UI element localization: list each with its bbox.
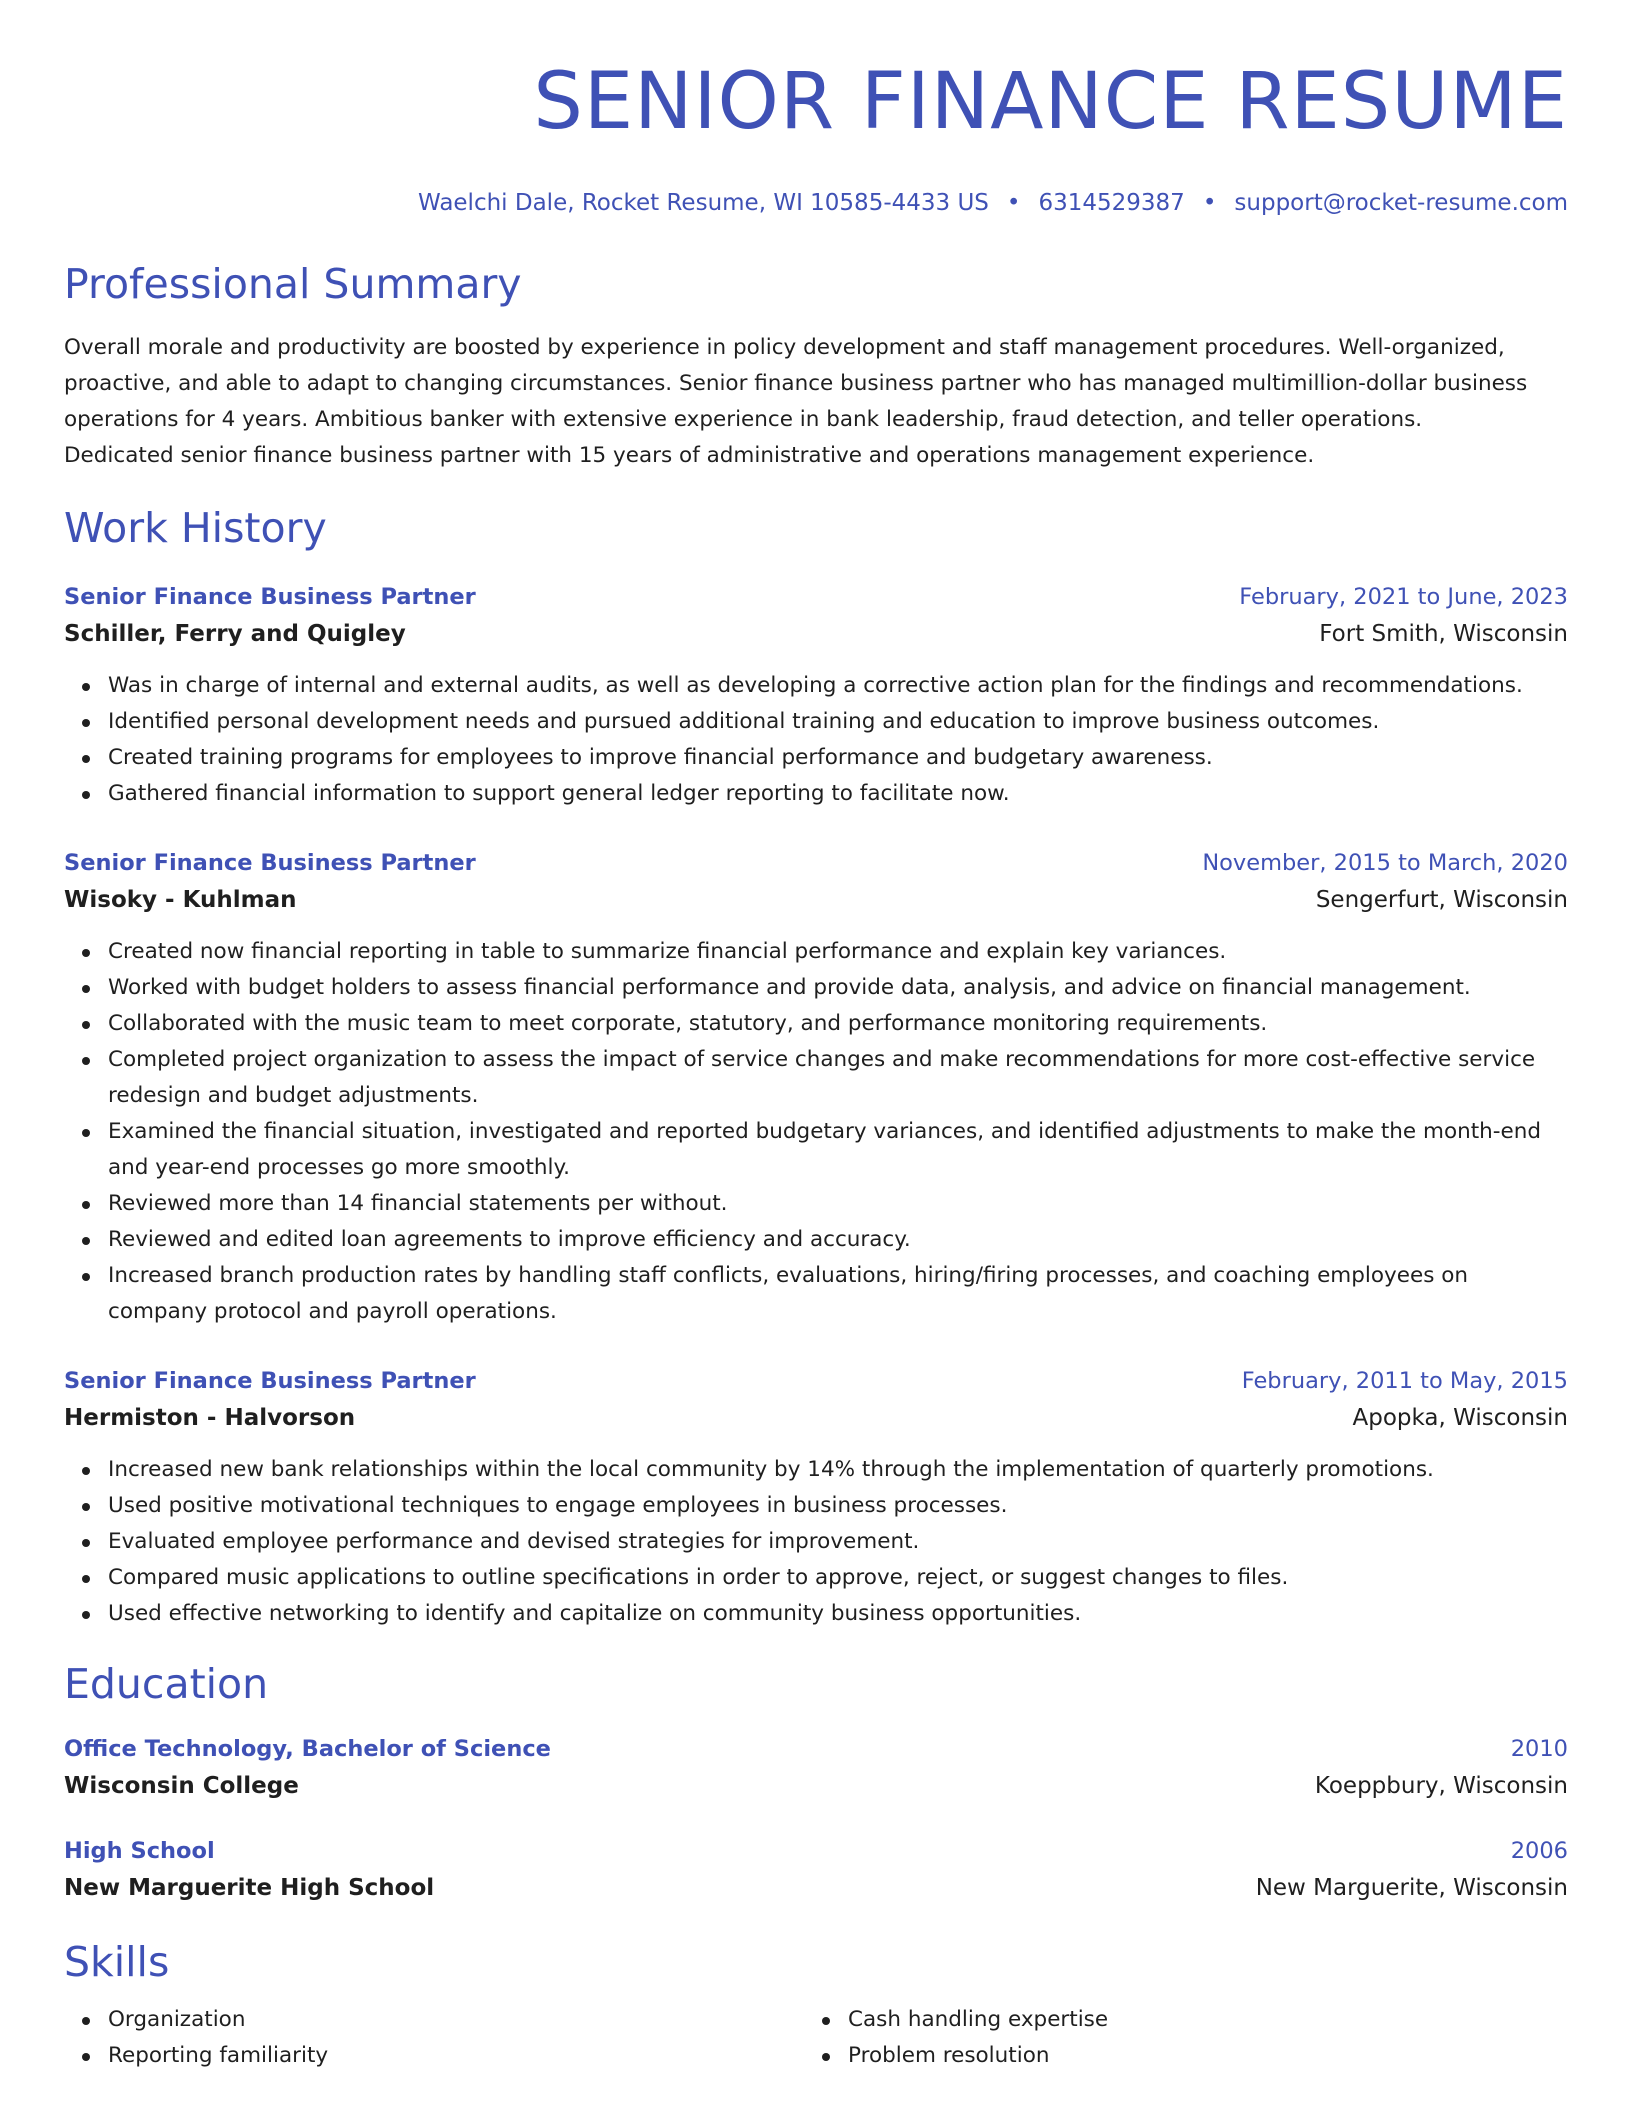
job-company: Wisoky - Kuhlman: [64, 887, 297, 913]
list-item: Identified personal development needs and pursued additional training and education to improve business outcomes.: [108, 704, 1568, 740]
job-bullets: [64, 668, 1568, 812]
list-item: Collaborated with the music team to meet corporate, statutory, and performance monitoring requirements.: [108, 1006, 1568, 1042]
education-subheader: [64, 1766, 1568, 1806]
education-location: Koeppbury, Wisconsin: [1314, 1773, 1568, 1799]
education-degree: High School: [64, 1838, 215, 1864]
contact-separator: •: [1202, 190, 1217, 216]
job-header: [64, 580, 1568, 614]
section-heading-education: Education: [64, 1660, 269, 1708]
section-heading-summary: Professional Summary: [64, 260, 522, 308]
list-item: Used effective networking to identify and capitalize on community business opportunities.: [108, 1596, 1568, 1632]
skills-column-right: [804, 2002, 1544, 2074]
skill-item: Reporting familiarity: [108, 2038, 804, 2074]
list-item: Examined the financial situation, investigated and reported budgetary variances, and identified adjustments to make the month-end and year-end processes go more smoothly.: [108, 1114, 1568, 1186]
section-heading-work: Work History: [64, 504, 327, 552]
list-item: Worked with budget holders to assess financial performance and provide data, analysis, and advice on financial management.: [108, 970, 1568, 1006]
list-item: Used positive motivational techniques to engage employees in business processes.: [108, 1488, 1568, 1524]
job-company: Schiller, Ferry and Quigley: [64, 621, 406, 647]
job-title: Senior Finance Business Partner: [64, 584, 476, 610]
contact-address: Waelchi Dale, Rocket Resume, WI 10585-4433 US: [418, 190, 989, 216]
job-dates: February, 2011 to May, 2015: [1241, 1368, 1568, 1394]
job-bullets: [64, 1452, 1568, 1632]
education-degree: Office Technology, Bachelor of Science: [64, 1736, 551, 1762]
education-header: [64, 1732, 1568, 1766]
page-title: SENIOR FINANCE RESUME: [533, 57, 1568, 147]
list-item: Evaluated employee performance and devised strategies for improvement.: [108, 1524, 1568, 1560]
list-item: Created training programs for employees to improve financial performance and budgetary awareness.: [108, 740, 1568, 776]
section-heading-skills: Skills: [64, 1938, 170, 1986]
education-location: New Marguerite, Wisconsin: [1255, 1875, 1568, 1901]
job-header: [64, 846, 1568, 880]
education-subheader: [64, 1868, 1568, 1908]
job-title: Senior Finance Business Partner: [64, 1368, 476, 1394]
skill-item: Organization: [108, 2002, 804, 2038]
list-item: Completed project organization to assess the impact of service changes and make recommendations for more cost-effective service redesign and budget adjustments.: [108, 1042, 1568, 1114]
work-section: [64, 502, 1568, 1632]
skills-column-left: [64, 2002, 804, 2074]
contact-phone: 6314529387: [1038, 190, 1185, 216]
job-dates: November, 2015 to March, 2020: [1202, 850, 1568, 876]
skills-grid: [64, 2002, 1568, 2074]
job-bullets: [64, 934, 1568, 1330]
contact-email[interactable]: support@rocket-resume.com: [1234, 190, 1568, 216]
education-school: Wisconsin College: [64, 1773, 299, 1799]
list-item: Reviewed and edited loan agreements to improve efficiency and accuracy.: [108, 1222, 1568, 1258]
job-subheader: [64, 880, 1568, 920]
contact-separator: •: [1006, 190, 1021, 216]
job-title: Senior Finance Business Partner: [64, 850, 476, 876]
list-item: Reviewed more than 14 financial statements per without.: [108, 1186, 1568, 1222]
education-school: New Marguerite High School: [64, 1875, 435, 1901]
job-subheader: [64, 1398, 1568, 1438]
skills-section: [64, 1936, 1568, 2074]
list-item: Created now financial reporting in table to summarize financial performance and explain key variances.: [108, 934, 1568, 970]
education-entry: [64, 1834, 1568, 1908]
job-subheader: [64, 614, 1568, 654]
contact-line: [64, 188, 1568, 218]
job-location: Apopka, Wisconsin: [1352, 1405, 1568, 1431]
skill-item: Cash handling expertise: [848, 2002, 1544, 2038]
job-location: Fort Smith, Wisconsin: [1319, 621, 1568, 647]
list-item: Compared music applications to outline specifications in order to approve, reject, or suggest changes to files.: [108, 1560, 1568, 1596]
list-item: Gathered financial information to support general ledger reporting to facilitate now.: [108, 776, 1568, 812]
education-header: [64, 1834, 1568, 1868]
summary-section: [64, 258, 1568, 474]
list-item: Increased new bank relationships within the local community by 14% through the implementation of quarterly promotions.: [108, 1452, 1568, 1488]
job-location: Sengerfurt, Wisconsin: [1315, 887, 1568, 913]
education-entry: [64, 1732, 1568, 1806]
job-company: Hermiston - Halvorson: [64, 1405, 356, 1431]
education-year: 2010: [1510, 1736, 1568, 1762]
list-item: Was in charge of internal and external audits, as well as developing a corrective action plan for the findings and recommendations.: [108, 668, 1568, 704]
job-dates: February, 2021 to June, 2023: [1239, 584, 1568, 610]
skills-list-right: [804, 2002, 1544, 2074]
education-year: 2006: [1510, 1838, 1568, 1864]
job-entry: [64, 846, 1568, 1330]
summary-text: Overall morale and productivity are boosted by experience in policy development and staff management procedures. Well-organized, proactive, and able to adapt to changing circumstances. Senior finance business partner who has managed multimillion-dollar business operations for 4 years. Ambitious banker with extensive experience in bank leadership, fraud detection, and teller operations. Dedicated senior finance business partner with 15 years of administrative and operations management experience.: [64, 335, 1528, 468]
education-section: [64, 1658, 1568, 1908]
list-item: Increased branch production rates by handling staff conflicts, evaluations, hiring/firing processes, and coaching employees on company protocol and payroll operations.: [108, 1258, 1568, 1330]
skill-item: Problem resolution: [848, 2038, 1544, 2074]
job-header: [64, 1364, 1568, 1398]
skills-list-left: [64, 2002, 804, 2074]
job-entry: [64, 1364, 1568, 1632]
job-entry: [64, 580, 1568, 812]
